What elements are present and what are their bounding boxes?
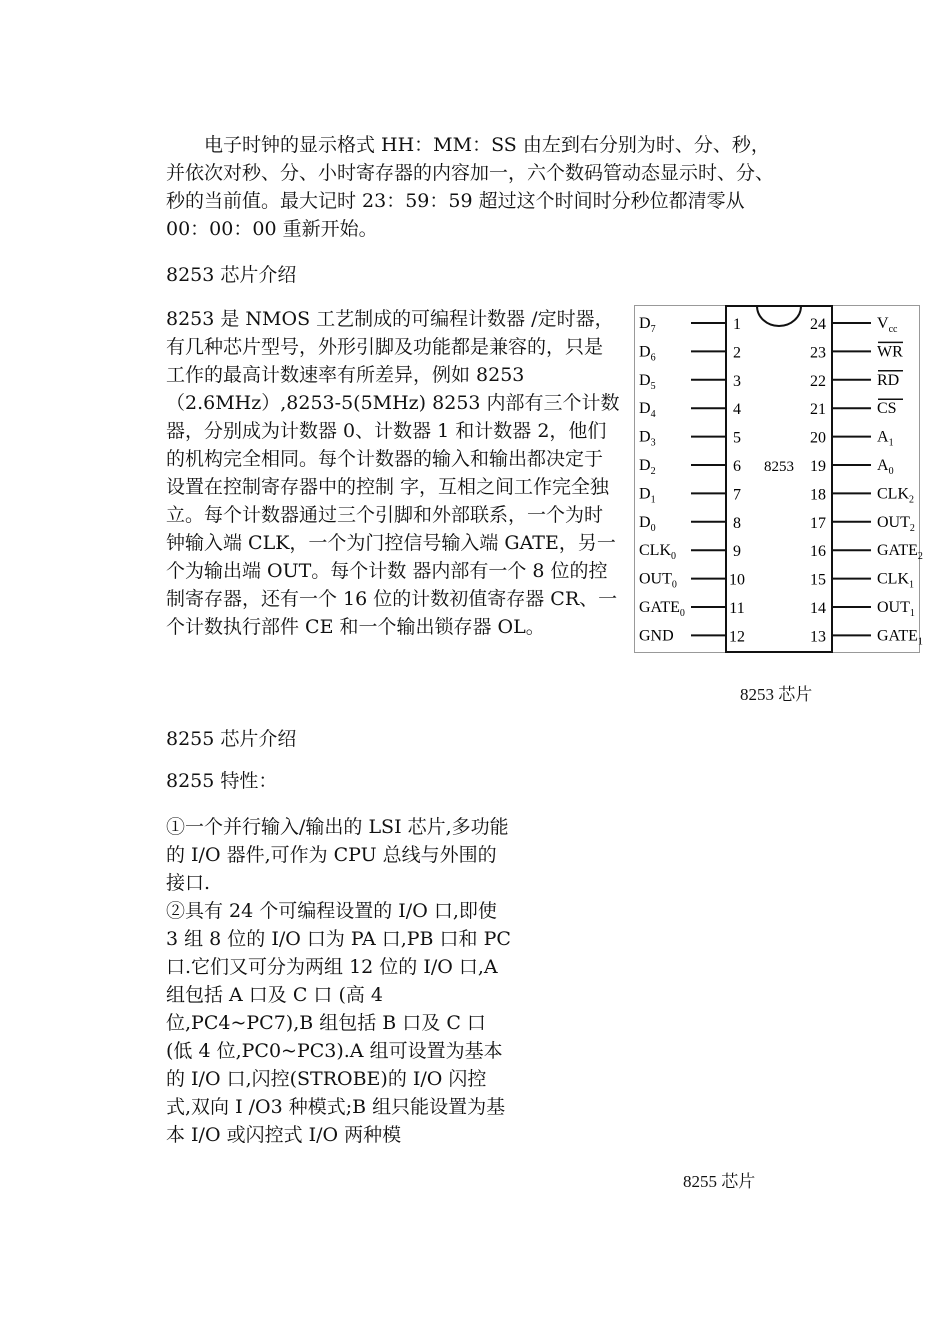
pin-label-right-22: RD xyxy=(877,371,900,389)
heading-8255: 8255 芯片介绍 xyxy=(166,728,297,750)
chip-8253-diagram xyxy=(635,306,923,652)
pin-label-right-14: $OUT_1$ xyxy=(877,599,915,619)
pin-label-right-16: $GATE_2$ xyxy=(877,542,923,563)
heading-8253: 8253 芯片介绍 xyxy=(166,264,297,286)
pin-number-6: 6 xyxy=(733,458,741,475)
chip-name-label: 8253 xyxy=(764,459,794,475)
pin-number-16: 16 xyxy=(810,543,826,561)
pin-number-15: 15 xyxy=(810,571,826,589)
pin-number-12: 12 xyxy=(729,628,745,646)
pin-label-left-3: $D_5$ xyxy=(639,371,656,392)
pin-label-left-5: $D_3$ xyxy=(639,428,656,449)
pin-number-9: 9 xyxy=(733,543,741,561)
pin-number-7: 7 xyxy=(733,486,741,504)
pin-number-17: 17 xyxy=(810,514,826,532)
pin-label-left-2: $D_6$ xyxy=(639,343,656,364)
pin-number-8: 8 xyxy=(733,514,741,532)
pin-number-23: 23 xyxy=(810,344,826,362)
pin-label-right-15: $CLK_1$ xyxy=(877,570,914,591)
pin-label-right-13: $GATE_1$ xyxy=(877,627,923,648)
pin-number-2: 2 xyxy=(733,344,741,362)
pin-number-5: 5 xyxy=(733,429,741,447)
pin-label-right-20: $A_1$ xyxy=(877,428,894,449)
pin-number-14: 14 xyxy=(810,600,826,617)
pin-label-left-4: $D_4$ xyxy=(639,400,656,421)
clock-description-paragraph: 电子时钟的显示格式 HH：MM：SS 由左到右分别为时、分、秒，并依次对秒、分、小时寄存器的内容加一，六个数码管动态显示时、分、秒的当前值。最大记时 23：59：59 超过这个时间时分秒位都清零从 00：00：00 重新开始。 xyxy=(166,134,775,240)
pin-number-22: 22 xyxy=(810,372,826,390)
chip-8253-pinout xyxy=(634,305,923,653)
pin-number-3: 3 xyxy=(733,372,741,390)
pin-label-right-23: WR xyxy=(877,343,903,361)
pin-label-right-17: $OUT_2$ xyxy=(877,513,915,534)
pin-number-10: 10 xyxy=(729,571,745,589)
pin-label-left-10: $OUT_0$ xyxy=(639,570,677,591)
pin-label-right-24: $V_{cc}$ xyxy=(877,315,898,335)
pin-number-24: 24 xyxy=(810,316,826,333)
pin-label-left-11: $GATE_0$ xyxy=(639,599,685,619)
pin-label-left-8: $D_0$ xyxy=(639,513,656,534)
pin-label-right-18: $CLK_2$ xyxy=(877,485,914,506)
pin-label-left-1: $D_7$ xyxy=(639,315,656,335)
pin-label-left-7: $D_1$ xyxy=(639,485,656,506)
pin-number-11: 11 xyxy=(729,600,745,617)
pin-label-right-19: $A_0$ xyxy=(877,457,894,477)
heading-8255-features: 8255 特性： xyxy=(166,770,278,792)
pin-label-left-6: $D_2$ xyxy=(639,457,656,477)
chip-8253-caption: 8253 芯片 xyxy=(740,685,813,704)
pin-number-21: 21 xyxy=(810,401,826,419)
pin-number-4: 4 xyxy=(733,401,741,419)
pin-number-19: 19 xyxy=(810,458,826,475)
pin-label-left-12: GND xyxy=(639,627,674,645)
chip-8253-description: 8253 是 NMOS 工艺制成的可编程计数器 /定时器，有几种芯片型号，外形引脚及功能都是兼容的，只是工作的最高计数速率有所差异，例如 8253（2.6MHz）,8253-5(5MHz) 8253 内部有三个计数器，分别成为计数器 0、计数器 1 和计数器 2，他们的机构完全相同。每个计数器的输入和输出都决定于设置在控制寄存器中的控制 字，互相之间工作完全独立。每个计数器通过三个引脚和外部联系，一个为时钟输入端 CLK，一个为门控信号输入端 GATE，另一个为输出端 OUT。每个计数 器内部有一个 8 位的控制寄存器，还有一个 16 位的计数初值寄存器 CR、一个计数执行部件 CE 和一个输出锁存器 OL。 xyxy=(166,308,620,638)
pin-label-left-9: $CLK_0$ xyxy=(639,542,676,563)
pin-label-right-21: CS xyxy=(877,400,897,418)
pin-number-1: 1 xyxy=(733,316,741,333)
chip-8255-features-text: ①一个并行输入/输出的 LSI 芯片,多功能的 I/O 器件,可作为 CPU 总线与外围的接口. ②具有 24 个可编程设置的 I/O 口,即使 3 组 8 位的 I/O 口为 PA 口,PB 口和 PC 口.它们又可分为两组 12 位的 I/O 口,A 组包括 A 口及 C 口 (高 4 位,PC4~PC7),B 组包括 B 口及 C 口 (低 4 位,PC0~PC3).A 组可设置为基本的 I/O 口,闪控(STROBE)的 I/O 闪控式,双向 I /O3 种模式;B 组只能设置为基本 I/O 或闪控式 I/O 两种模 xyxy=(166,816,511,1146)
pin-number-18: 18 xyxy=(810,486,826,504)
chip-8255-caption: 8255 芯片 xyxy=(683,1172,756,1191)
pin-number-20: 20 xyxy=(810,429,826,447)
pin-number-13: 13 xyxy=(810,628,826,646)
